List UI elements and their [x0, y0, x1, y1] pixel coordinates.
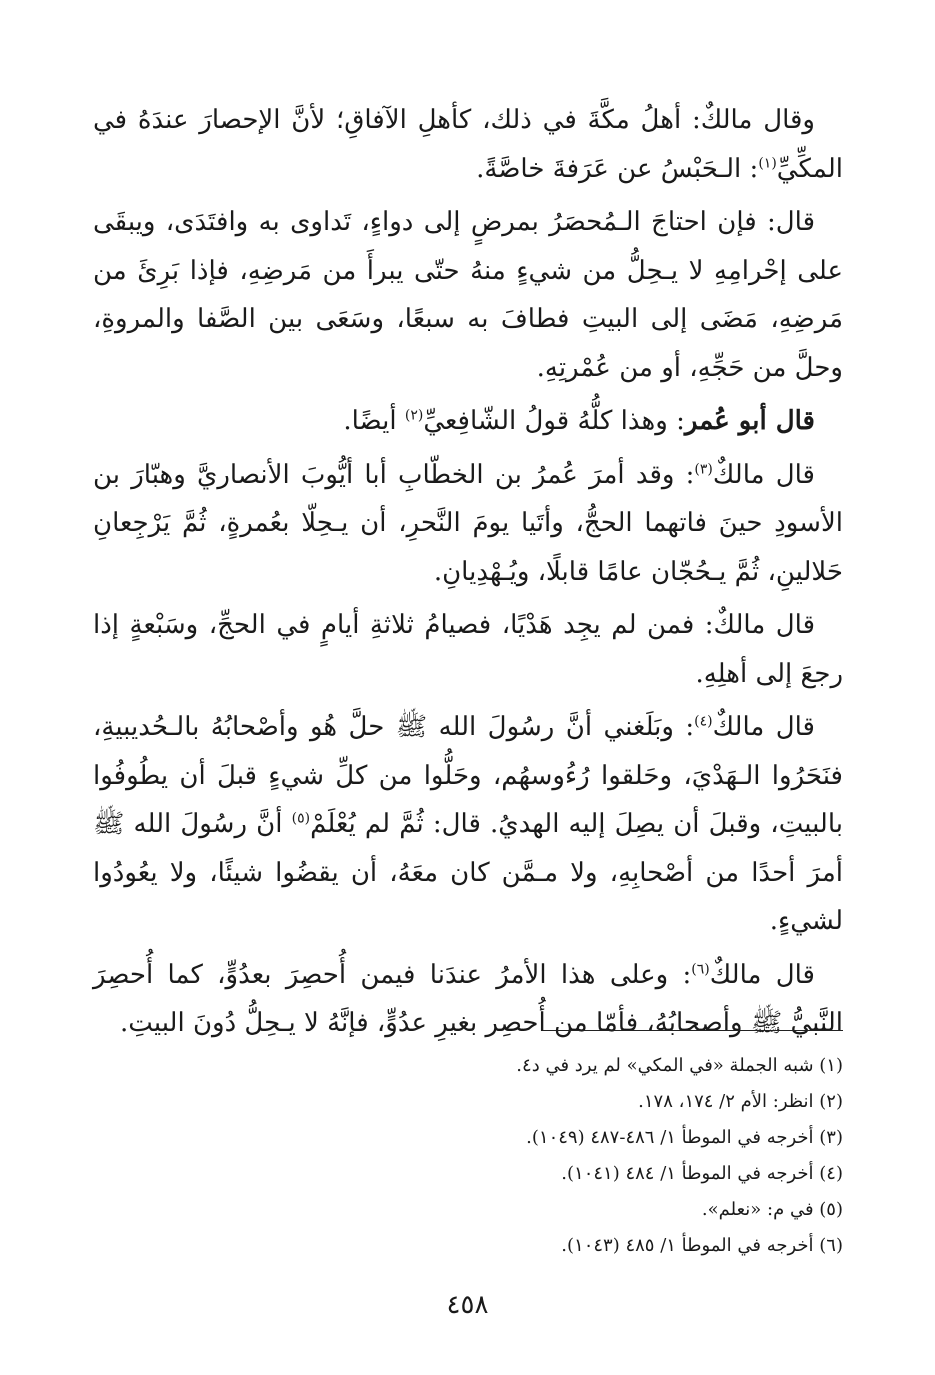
footnote-4: (٤) أخرجه في الموطأ ١/ ٤٨٤ (١٠٤١).	[561, 1163, 843, 1184]
paragraph-text: أنَّ رسُولَ الله ﷺ أمرَ أحدًا من أصْحابِهِ، ولا مـمَّن كان معَهُ، أن يقضُوا شيئًا، ولا يعُودُوا لشيءٍ.	[93, 809, 843, 936]
paragraph-text: : وقد أمرَ عُمرُ بن الخطّابِ أبا أيُّوبَ الأنصاريَّ وهبّارَ بن الأسودِ حينَ فاتهما الحجُّ، وأتَيا يومَ النَّحرِ، أن يـحِلّا بعُمرةٍ، ثُمَّ يَرْجِعانِ حَلالينِ، ثُمَّ يـحُجّان عامًا قابلًا، ويُـهْدِيانِ.	[93, 459, 843, 587]
paragraph-text: أيضًا.	[343, 406, 405, 436]
paragraph-text: : وبَلَغني أنَّ رسُولَ الله ﷺ حلَّ هُو وأصْحابُهُ بالـحُديبيةِ، فنَحَرُوا الـهَدْيَ، وحَلقوا رُءُوسهُم، وحَلُّوا من كلِّ شيءٍ قبلَ أن يطُوفُوا بالبيتِ، وقبلَ أن يصِلَ إليه الهديُ. قال: ثُمَّ لم يُعْلَمْ	[93, 712, 843, 839]
paragraph-text: وقال مالكٌ: أهلُ مكَّةَ في ذلك، كأهلِ الآفاقِ؛ لأنَّ الإحصارَ عندَهُ في المكِّيِّ	[93, 105, 843, 184]
paragraph	[93, 703, 843, 946]
speaker-name: قال أبو عُمر	[684, 406, 815, 436]
paragraph	[93, 198, 843, 392]
paragraph-text: : وهذا كلُّهُ قولُ الشّافِعيِّ	[423, 406, 685, 436]
footnote-2: (٢) انظر: الأم ٢/ ١٧٤، ١٧٨.	[638, 1091, 843, 1112]
paragraph	[93, 397, 843, 446]
footnote-5: (٥) في م: «نعلم».	[701, 1199, 843, 1220]
paragraph-text: قال مالكٌ	[712, 712, 815, 742]
paragraph-text: قال مالكٌ: فمن لم يجِد هَدْيًا، فصيامُ ثلاثةِ أيامٍ في الحجِّ، وسَبْعةٍ إذا رجعَ إلى أهلِهِ.	[93, 610, 843, 689]
footnote-marker: (٦)	[691, 960, 710, 977]
footnotes	[93, 1048, 843, 1264]
footnote-separator	[543, 1030, 843, 1031]
paragraph	[93, 96, 843, 193]
footnote-marker: (١)	[758, 154, 777, 171]
paragraph-text: : وعلى هذا الأمرُ عندَنا فيمن أُحصِرَ بعدُوٍّ، كما أُحصِرَ النَّبيُّ ﷺ وأصحابُهُ، فأمّا من أُحصِر بغيرِ عدُوٍّ، فإنَّهُ لا يـحِلُّ دُونَ البيتِ.	[93, 959, 843, 1038]
paragraph-text: قال: فإن احتاجَ الـمُحصَرُ بمرضٍ إلى دواءٍ، تَداوى به وافتَدَى، ويبقَى على إحْرامِهِ لا يـحِلُّ من شيءٍ منهُ حتّى يبرأَ من مَرضِهِ، فإذا بَرِئَ من مَرضِهِ، مَضَى إلى البيتِ فطافَ به سبعًا، وسَعَى بين الصَّفا والمروةِ، وحلَّ من حَجِّهِ، أو من عُمْرتِهِ.	[93, 207, 843, 383]
paragraph	[93, 951, 843, 1048]
paragraph	[93, 451, 843, 597]
footnote-marker: (٥)	[291, 810, 311, 827]
footnote-marker: (٤)	[694, 713, 713, 730]
paragraph	[93, 601, 843, 698]
paragraph-text: قال مالكٌ	[709, 959, 815, 990]
footnote-6: (٦) أخرجه في الموطأ ١/ ٤٨٥ (١٠٤٣).	[561, 1235, 843, 1256]
footnote-marker: (٣)	[694, 460, 713, 477]
page-number: ٤٥٨	[446, 1290, 489, 1320]
footnote-3: (٣) أخرجه في الموطأ ١/ ٤٨٦-٤٨٧ (١٠٤٩).	[526, 1127, 843, 1148]
footnote-marker: (٢)	[404, 407, 424, 424]
paragraph-text: قال مالكٌ	[712, 459, 815, 490]
main-text	[93, 96, 843, 1053]
paragraph-text: : الـحَبْسُ عن عَرَفةَ خاصَّةً.	[476, 153, 759, 184]
footnote-1: (١) شبه الجملة «في المكي» لم يرد في د٤.	[516, 1055, 843, 1076]
